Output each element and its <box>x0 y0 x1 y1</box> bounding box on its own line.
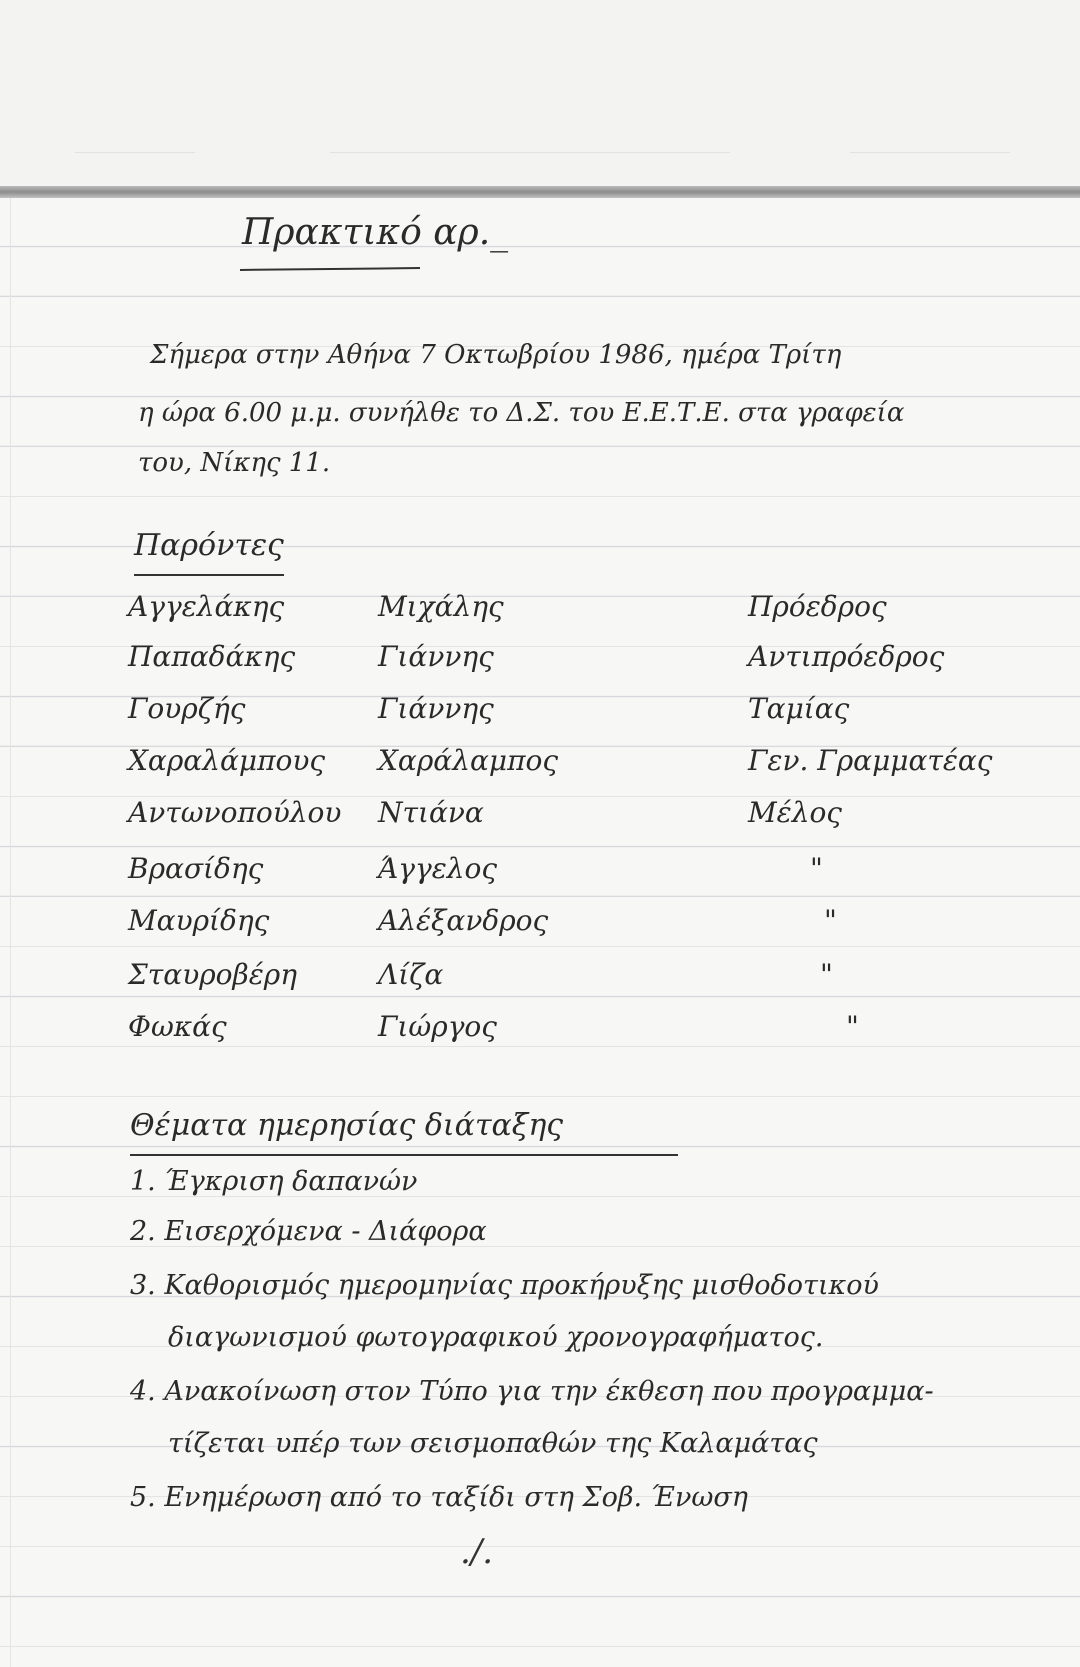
member-row <box>0 852 1080 902</box>
member-name: Χαράλαμπος <box>378 744 559 777</box>
member-surname: Αντωνοπούλου <box>128 796 342 829</box>
faint-line <box>330 152 730 153</box>
present-heading-underline <box>134 574 284 576</box>
minutes-title: Πρακτικό αρ._ <box>242 212 509 253</box>
agenda-heading-underline <box>130 1154 678 1156</box>
member-surname: Χαραλάμπους <box>128 744 326 777</box>
member-name: Ντιάνα <box>378 796 484 829</box>
agenda-item-continuation: τίζεται υπέρ των σεισμοπαθών της Καλαμάτας <box>168 1428 818 1459</box>
agenda-item: 4. Ανακοίνωση στον Τύπο για την έκθεση που προγραμμα- <box>130 1376 934 1407</box>
member-row <box>0 796 1080 846</box>
member-name: Μιχάλης <box>378 590 504 623</box>
agenda-heading: Θέματα ημερησίας διάταξης <box>130 1108 564 1143</box>
member-surname: Βρασίδης <box>128 852 264 885</box>
member-row <box>0 958 1080 1008</box>
member-row <box>0 1010 1080 1060</box>
intro-line-3: του, Νίκης 11. <box>138 448 331 478</box>
ditto-mark: " <box>810 852 823 885</box>
agenda-item: 1. Έγκριση δαπανών <box>130 1166 418 1197</box>
present-heading: Παρόντες <box>134 528 284 563</box>
member-role: Πρόεδρος <box>748 590 887 623</box>
member-row <box>0 904 1080 954</box>
member-role: Ταμίας <box>748 692 850 725</box>
member-surname: Παπαδάκης <box>128 640 296 673</box>
agenda-item: 5. Ενημέρωση από το ταξίδι στη Σοβ. Ένωση <box>130 1482 748 1513</box>
member-surname: Φωκάς <box>128 1010 227 1043</box>
member-role: Μέλος <box>748 796 842 829</box>
intro-line-1: Σήμερα στην Αθήνα 7 Οκτωβρίου 1986, ημέρα Τρίτη <box>150 340 842 370</box>
member-row <box>0 744 1080 794</box>
ditto-mark: " <box>820 958 833 991</box>
agenda-item: 2. Εισερχόμενα - Διάφορα <box>130 1216 487 1247</box>
faint-line <box>850 152 1010 153</box>
agenda-item-continuation: διαγωνισμού φωτογραφικού χρονογραφήματος. <box>168 1322 824 1353</box>
member-surname: Μαυρίδης <box>128 904 270 937</box>
member-row <box>0 692 1080 742</box>
member-name: Αλέξανδρος <box>378 904 549 937</box>
member-role: Γεν. Γραμματέας <box>748 744 993 777</box>
ditto-mark: " <box>846 1010 859 1043</box>
intro-line-2: η ώρα 6.00 μ.μ. συνήλθε το Δ.Σ. του Ε.Ε.Τ.Ε. στα γραφεία <box>138 398 905 428</box>
member-name: Άγγελος <box>378 852 497 885</box>
ditto-mark: " <box>824 904 837 937</box>
member-name: Γιώργος <box>378 1010 497 1043</box>
member-name: Γιάννης <box>378 640 494 673</box>
member-surname: Γουρζής <box>128 692 246 725</box>
faint-line <box>75 152 195 153</box>
member-surname: Σταυροβέρη <box>128 958 297 991</box>
member-role: Αντιπρόεδρος <box>748 640 945 673</box>
member-surname: Αγγελάκης <box>128 590 285 623</box>
agenda-item: 3. Καθορισμός ημερομηνίας προκήρυξης μισθοδοτικού <box>130 1270 879 1301</box>
member-row <box>0 640 1080 690</box>
member-name: Λίζα <box>378 958 444 991</box>
member-row <box>0 590 1080 640</box>
title-underline <box>240 267 420 271</box>
end-mark: ./. <box>460 1532 494 1572</box>
member-name: Γιάννης <box>378 692 494 725</box>
top-blank-strip <box>0 0 1080 186</box>
page-binding-edge <box>0 186 1080 198</box>
